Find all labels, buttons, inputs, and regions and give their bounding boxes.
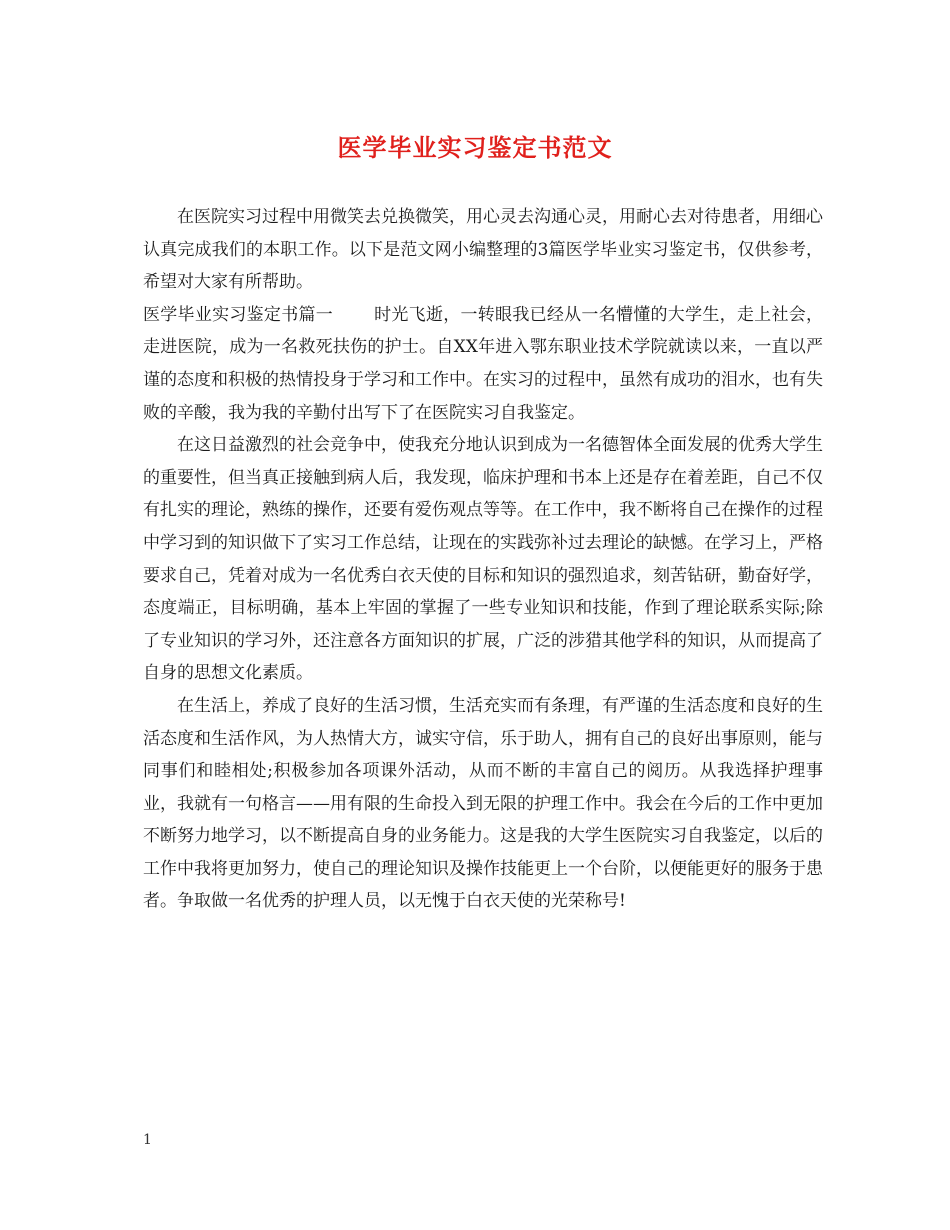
paragraph-2: 在这日益激烈的社会竞争中，使我充分地认识到成为一名德智体全面发展的优秀大学生的重要性，但当真正接触到病人后，我发现，临床护理和书本上还是存在着差距，自己不仅有扎实的理论，熟练的操作，还要有爱伤观点等等。在工作中，我不断将自己在操作的过程中学习到的知识做下了实习工作总结，让现在的实践弥补过去理论的缺憾。在学习上，严格要求自己，凭着对成为一名优秀白衣天使的目标和知识的强烈追求，刻苦钻研，勤奋好学，态度端正，目标明确，基本上牢固的掌握了一些专业知识和技能，作到了理论联系实际;除了专业知识的学习外，还注意各方面知识的扩展，广泛的涉猎其他学科的知识，从而提高了自身的思想文化素质。: [143, 435, 823, 684]
document-body: [143, 201, 823, 918]
document-title: 医学毕业实习鉴定书范文: [337, 133, 613, 162]
section-1-paragraph: [143, 299, 823, 429]
section-1-heading: 医学毕业实习鉴定书篇一: [143, 304, 334, 325]
intro-paragraph: 在医院实习过程中用微笑去兑换微笑，用心灵去沟通心灵，用耐心去对待患者，用细心认真完成我们的本职工作。以下是范文网小编整理的3篇医学毕业实习鉴定书，仅供参考，希望对大家有所帮助。: [143, 207, 823, 293]
section-1-body: 时光飞逝，一转眼我已经从一名懵懂的大学生，走上社会，走进医院，成为一名救死扶伤的护士。自XX年进入鄂东职业技术学院就读以来，一直以严谨的态度和积极的热情投身于学习和工作中。在实习的过程中，虽然有成功的泪水，也有失败的辛酸，我为我的辛勤付出写下了在医院实习自我鉴定。: [143, 304, 824, 423]
paragraph-3: 在生活上，养成了良好的生活习惯，生活充实而有条理，有严谨的生活态度和良好的生活态度和生活作风，为人热情大方，诚实守信，乐于助人，拥有自己的良好出事原则，能与同事们和睦相处;积极参加各项课外活动，从而不断的丰富自己的阅历。从我选择护理事业，我就有一句格言——用有限的生命投入到无限的护理工作中。我会在今后的工作中更加不断努力地学习，以不断提高自身的业务能力。这是我的大学生医院实习自我鉴定，以后的工作中我将更加努力，使自己的理论知识及操作技能更上一个台阶，以便能更好的服务于患者。争取做一名优秀的护理人员，以无愧于白衣天使的光荣称号!: [143, 695, 823, 912]
page-number: 1: [143, 1132, 152, 1148]
